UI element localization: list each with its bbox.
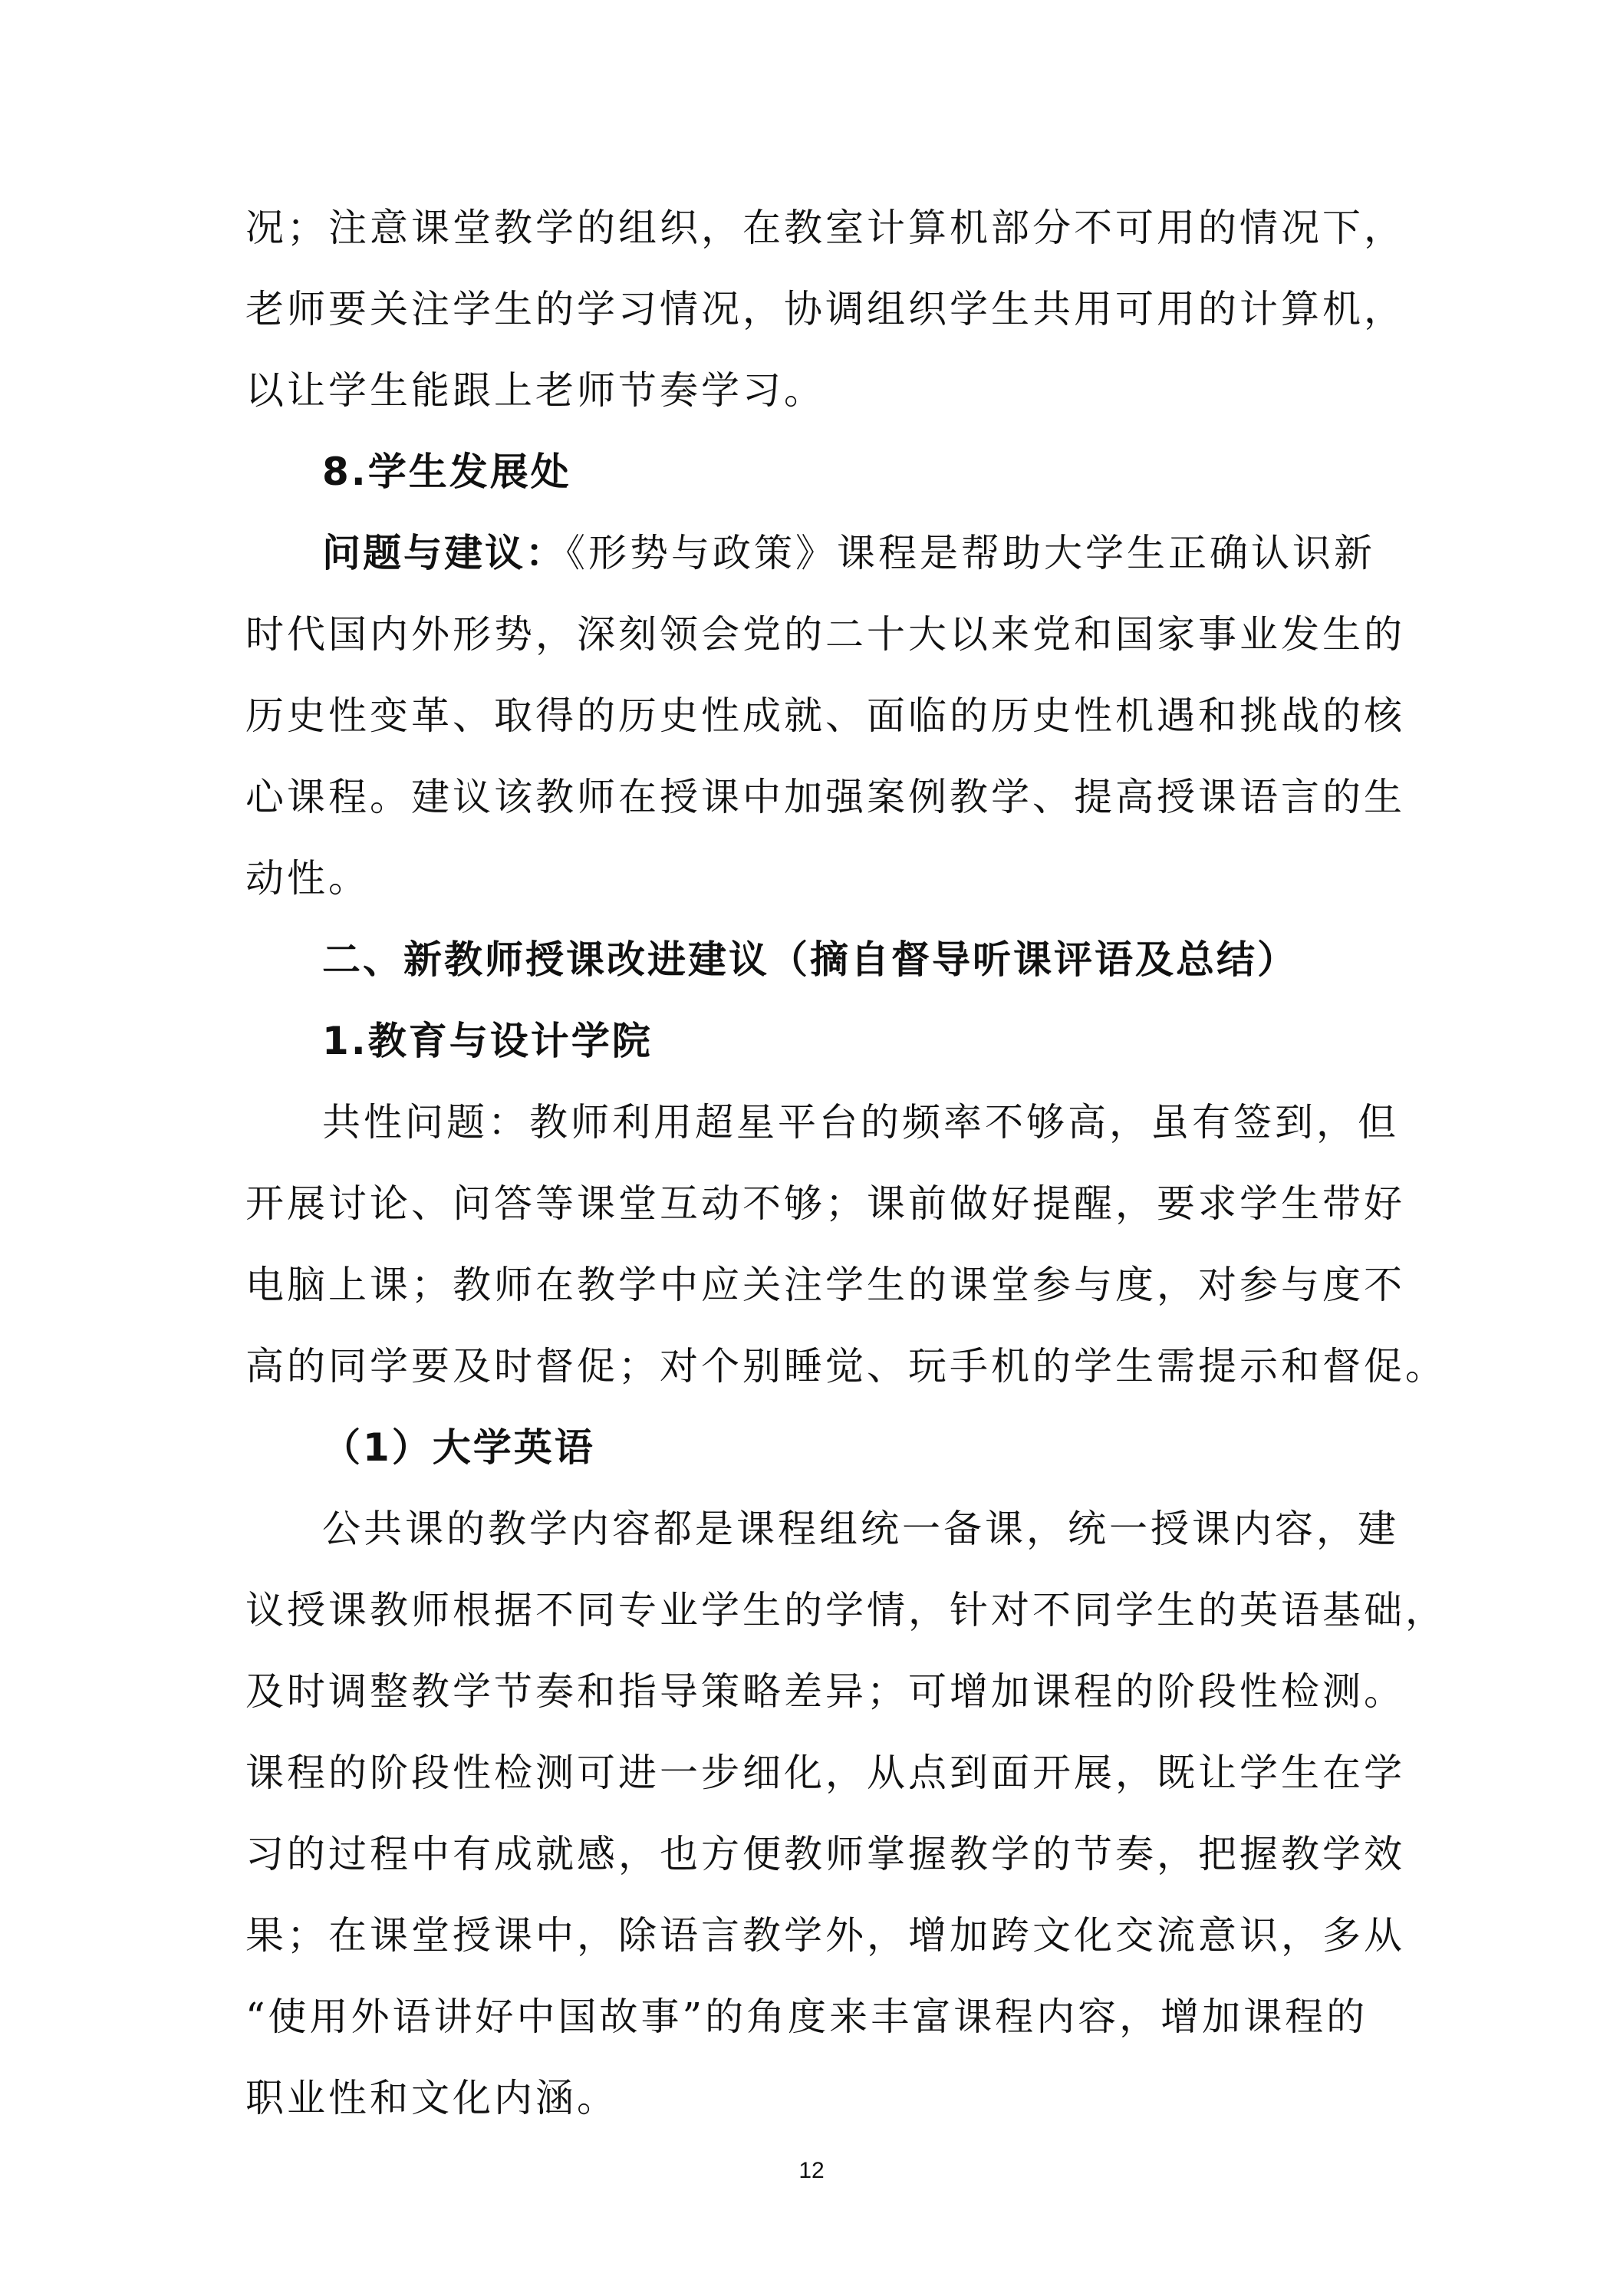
inline-label: 问题与建议：	[322, 531, 566, 575]
body-line: 高的同学要及时督促；对个别睡觉、玩手机的学生需提示和督促。	[245, 1344, 1447, 1388]
section-heading: 8.学生发展处	[322, 450, 571, 494]
body-line: 电脑上课；教师在教学中应关注学生的课堂参与度，对参与度不	[245, 1263, 1405, 1307]
body-line: 果；在课堂授课中，除语言教学外，增加跨文化交流意识，多从	[245, 1913, 1405, 1958]
body-line: 共性问题：教师利用超星平台的频率不够高，虽有签到，但	[322, 1100, 1399, 1145]
body-line: 动性。	[245, 856, 370, 901]
body-line: 老师要关注学生的学习情况，协调组织学生共用可用的计算机，	[245, 287, 1405, 331]
body-line: 心课程。建议该教师在授课中加强案例教学、提高授课语言的生	[245, 775, 1405, 819]
body-line: 历史性变革、取得的历史性成就、面临的历史性机遇和挑战的核	[245, 693, 1405, 738]
body-line: 公共课的教学内容都是课程组统一备课，统一授课内容，建	[322, 1507, 1399, 1551]
body-line: 以让学生能跟上老师节奏学习。	[245, 368, 825, 413]
body-line: 课程的阶段性检测可进一步细化，从点到面开展，既让学生在学	[245, 1751, 1405, 1795]
body-line: 议授课教师根据不同专业学生的学情，针对不同学生的英语基础，	[245, 1588, 1447, 1632]
page-number: 12	[798, 2158, 825, 2183]
body-line: 职业性和文化内涵。	[245, 2076, 618, 2120]
section-heading: 1.教育与设计学院	[322, 1019, 653, 1063]
subsection-heading: （1）大学英语	[322, 1425, 595, 1470]
body-text: 《形势与政策》课程是帮助大学生正确认识新	[566, 531, 1375, 575]
body-line: “使用外语讲好中国故事”的角度来丰富课程内容，增加课程的	[245, 1995, 1368, 2039]
body-line: 开展讨论、问答等课堂互动不够；课前做好提醒，要求学生带好	[245, 1181, 1405, 1226]
body-line	[322, 529, 1375, 577]
body-line: 及时调整教学节奏和指导策略差异；可增加课程的阶段性检测。	[245, 1669, 1405, 1714]
body-line: 况；注意课堂教学的组织，在教室计算机部分不可用的情况下，	[245, 206, 1405, 250]
body-line: 时代国内外形势，深刻领会党的二十大以来党和国家事业发生的	[245, 612, 1405, 657]
part-heading: 二、新教师授课改进建议（摘自督导听课评语及总结）	[322, 937, 1298, 982]
body-line: 习的过程中有成就感，也方便教师掌握教学的节奏，把握教学效	[245, 1832, 1405, 1876]
